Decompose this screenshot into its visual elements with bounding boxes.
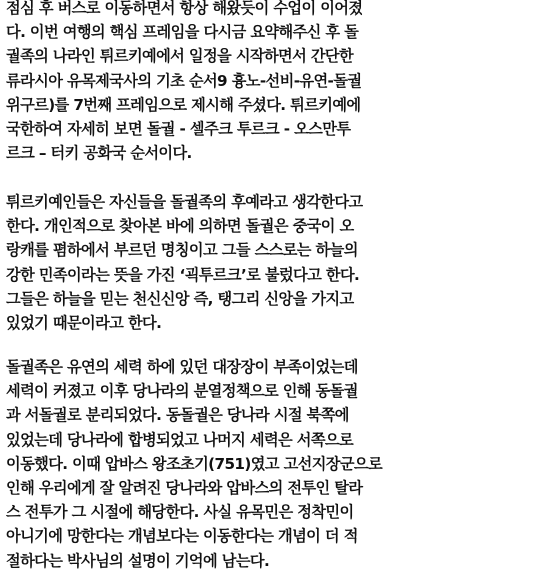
text-line: 있었기 때문이라고 한다.	[6, 313, 162, 332]
text-line: 한다. 개인적으로 찾아본 바에 의하면 돌궐은 중국이 오	[6, 217, 354, 236]
text-line: 돌궐족은 유연의 세력 하에 있던 대장장이 부족이었는데	[6, 358, 358, 376]
text-line: 궐족의 나라인 튀르키예에서 일정을 시작하면서 간단한	[6, 47, 354, 66]
text-line: 국한하여 자세히 보면 돌궐 - 셀주크 투르크 - 오스만투	[6, 119, 351, 138]
paragraph-gokturk-history	[6, 355, 516, 573]
text-line: 그들은 하늘을 믿는 천신신앙 즉, 탱그리 신앙을 가지고	[6, 289, 354, 308]
text-line: 스 전투가 그 시절에 해당한다. 사실 유목민은 정착민이	[6, 503, 354, 522]
text-line: 랑캐를 폄하에서 부르던 명칭이고 그들 스스로는 하늘의	[6, 241, 358, 260]
text-line: 강한 민족이라는 뜻을 가진 ‘괵투르크’로 불렀다고 한다.	[6, 265, 360, 284]
text-line: 튀르키예인들은 자신들을 돌궐족의 후예라고 생각한다고	[6, 193, 363, 211]
paragraph-turkish-identity	[6, 190, 516, 335]
text-line: 이동했다. 이때 압바스 왕조초기(751)였고 고선지장군으로	[6, 454, 383, 473]
text-line: 아니기에 망한다는 개념보다는 이동한다는 개념이 더 적	[6, 527, 358, 546]
text-line: 세력이 커졌고 이후 당나라의 분열정책으로 인해 동돌궐	[6, 382, 358, 401]
text-line: 인해 우리에게 잘 알려진 당나라와 압바스의 전투인 탈라	[6, 478, 363, 497]
text-line: 점심 후 버스로 이동하면서 항상 해왔듯이 수업이 이어졌	[6, 0, 363, 17]
text-line: 절하다는 박사님의 설명이 기억에 남는다.	[6, 551, 270, 570]
text-line: 과 서돌궐로 분리되었다. 동돌궐은 당나라 시절 북쪽에	[6, 406, 349, 425]
text-line: 르크 – 터키 공화국 순서이다.	[6, 144, 192, 163]
text-line: 다. 이번 여행의 핵심 프레임을 다시금 요약해주신 후 돌	[6, 23, 359, 42]
paragraph-eurasia-frame	[6, 0, 516, 165]
text-line: 있었는데 당나라에 합병되었고 나머지 세력은 서쪽으로	[6, 430, 354, 449]
text-line: 위구르)를 7번째 프레임으로 제시해 주셨다. 튀르키예에	[6, 95, 361, 114]
text-line: 류라시아 유목제국사의 기초 순서9 흉노-선비-유연-돌궐	[6, 71, 362, 90]
